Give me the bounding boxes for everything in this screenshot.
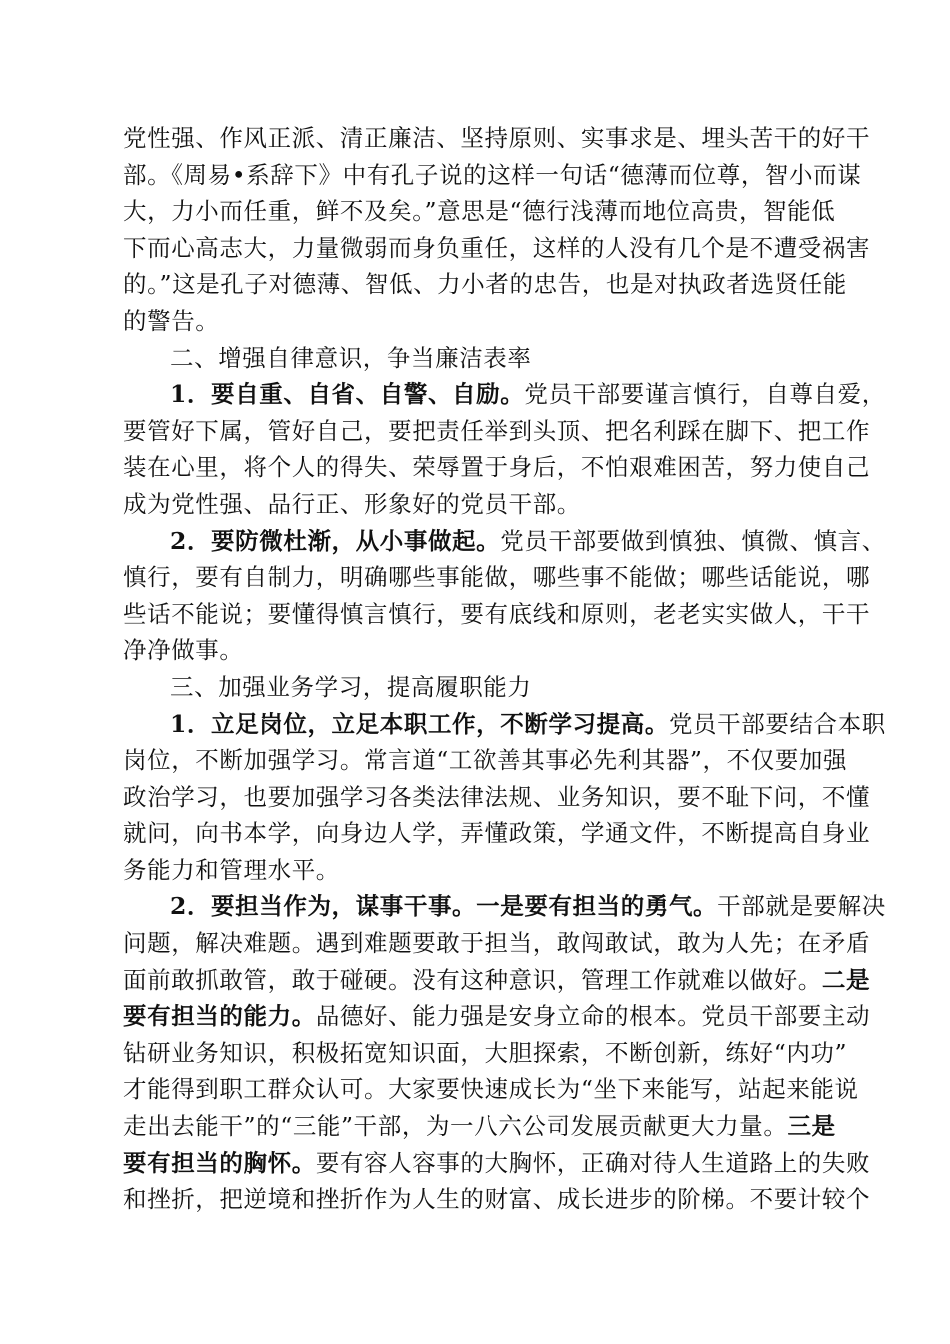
text-line [123, 1108, 835, 1145]
text-line: 大，力小而任重，鲜不及矣。”意思是“德行浅薄而地位高贵，智能低 [123, 197, 836, 226]
text-line: 的警告。 [123, 306, 220, 335]
text-line [123, 523, 886, 560]
section-heading: 二、增强自律意识，争当廉洁表率 [170, 343, 532, 372]
bold-lead: 要有担当的胸怀。 [123, 1148, 316, 1177]
text-span: 党员干部要结合本职 [668, 709, 886, 738]
text-line: 和挫折，把逆境和挫折作为人生的财富、成长进步的阶梯。不要计较个 [123, 1185, 871, 1214]
text-line: 党性强、作风正派、清正廉洁、坚持原则、实事求是、埋头苦干的好干 [123, 124, 871, 152]
text-span: 走出去能干”的“三能”干部，为一八六公司发展贡献更大力量。 [123, 1112, 788, 1141]
text-line: 就问，向书本学，向身边人学，弄懂政策，学通文件，不断提高自身业 [123, 819, 871, 848]
text-line: 装在心里，将个人的得失、荣辱置于身后，不怕艰难困苦，努力使自己 [123, 453, 871, 482]
section3-item2 [123, 888, 886, 1217]
document-page [123, 120, 886, 1218]
text-line: 部。《周易•系辞下》中有孔子说的这样一句话“德薄而位尊，智小而谋 [123, 160, 862, 189]
text-span: 面前敢抓敢管，敢于碰硬。没有这种意识，管理工作就难以做好。 [123, 965, 822, 994]
text-span: 要有容人容事的大胸怀，正确对待人生道路上的失败 [315, 1148, 871, 1177]
bold-lead: 2．要防微杜渐，从小事做起。 [170, 526, 501, 555]
bold-lead: 三是 [787, 1112, 836, 1141]
text-line [123, 1145, 871, 1182]
text-span: 党员干部要做到慎独、慎微、慎言、 [500, 526, 886, 555]
bold-lead: 1．要自重、自省、自警、自励。 [170, 380, 525, 409]
text-line: 务能力和管理水平。 [123, 855, 340, 884]
text-line [123, 706, 886, 743]
section2-item1 [123, 376, 886, 522]
text-line [123, 998, 871, 1035]
text-line: 下而心高志大，力量微弱而身负重任，这样的人没有几个是不遭受祸害 [123, 233, 871, 262]
text-line: 岗位，不断加强学习。常言道“工欲善其事必先利其器”，不仅要加强 [123, 746, 848, 775]
text-line [123, 888, 886, 925]
text-line [123, 376, 886, 413]
text-line: 成为党性强、品行正、形象好的党员干部。 [123, 489, 581, 518]
text-line: 才能得到职工群众认可。大家要快速成长为“坐下来能写，站起来能说 [123, 1075, 859, 1104]
text-span: 品德好、能力强是安身立命的根本。党员干部要主动 [315, 1002, 871, 1031]
intro-paragraph [123, 120, 871, 340]
text-line: 的。”这是孔子对德薄、智低、力小者的忠告，也是对执政者选贤任能 [123, 270, 847, 299]
bold-lead: 要有担当的能力。 [123, 1002, 316, 1031]
text-span: 党员干部要谨言慎行，自尊自爱， [524, 380, 886, 409]
section3-item1 [123, 706, 886, 889]
section-heading: 三、加强业务学习，提高履职能力 [170, 672, 532, 701]
text-line: 要管好下属，管好自己，要把责任举到头顶、把名利踩在脚下、把工作 [123, 416, 871, 445]
text-line: 政治学习，也要加强学习各类法律法规、业务知识，要不耻下问，不懂 [123, 782, 871, 811]
text-span: 干部就是要解决 [717, 892, 886, 921]
bold-lead: 1．立足岗位，立足本职工作，不断学习提高。 [170, 709, 669, 738]
text-line: 净净做事。 [123, 636, 244, 665]
section2-item2 [123, 523, 886, 669]
text-line: 问题，解决难题。遇到难题要敢于担当，敢闯敢试，敢为人先；在矛盾 [123, 929, 871, 958]
text-line: 慎行，要有自制力，明确哪些事能做，哪些事不能做；哪些话能说，哪 [123, 563, 871, 592]
bold-lead: 二是 [821, 965, 871, 994]
bold-lead: 2．要担当作为，谋事干事。一是要有担当的勇气。 [170, 892, 718, 921]
text-line: 些话不能说；要懂得慎言慎行，要有底线和原则，老老实实做人，干干 [123, 599, 871, 628]
text-line [123, 962, 871, 999]
text-line: 钻研业务知识，积极拓宽知识面，大胆探索，不断创新，练好“内功” [123, 1038, 848, 1067]
